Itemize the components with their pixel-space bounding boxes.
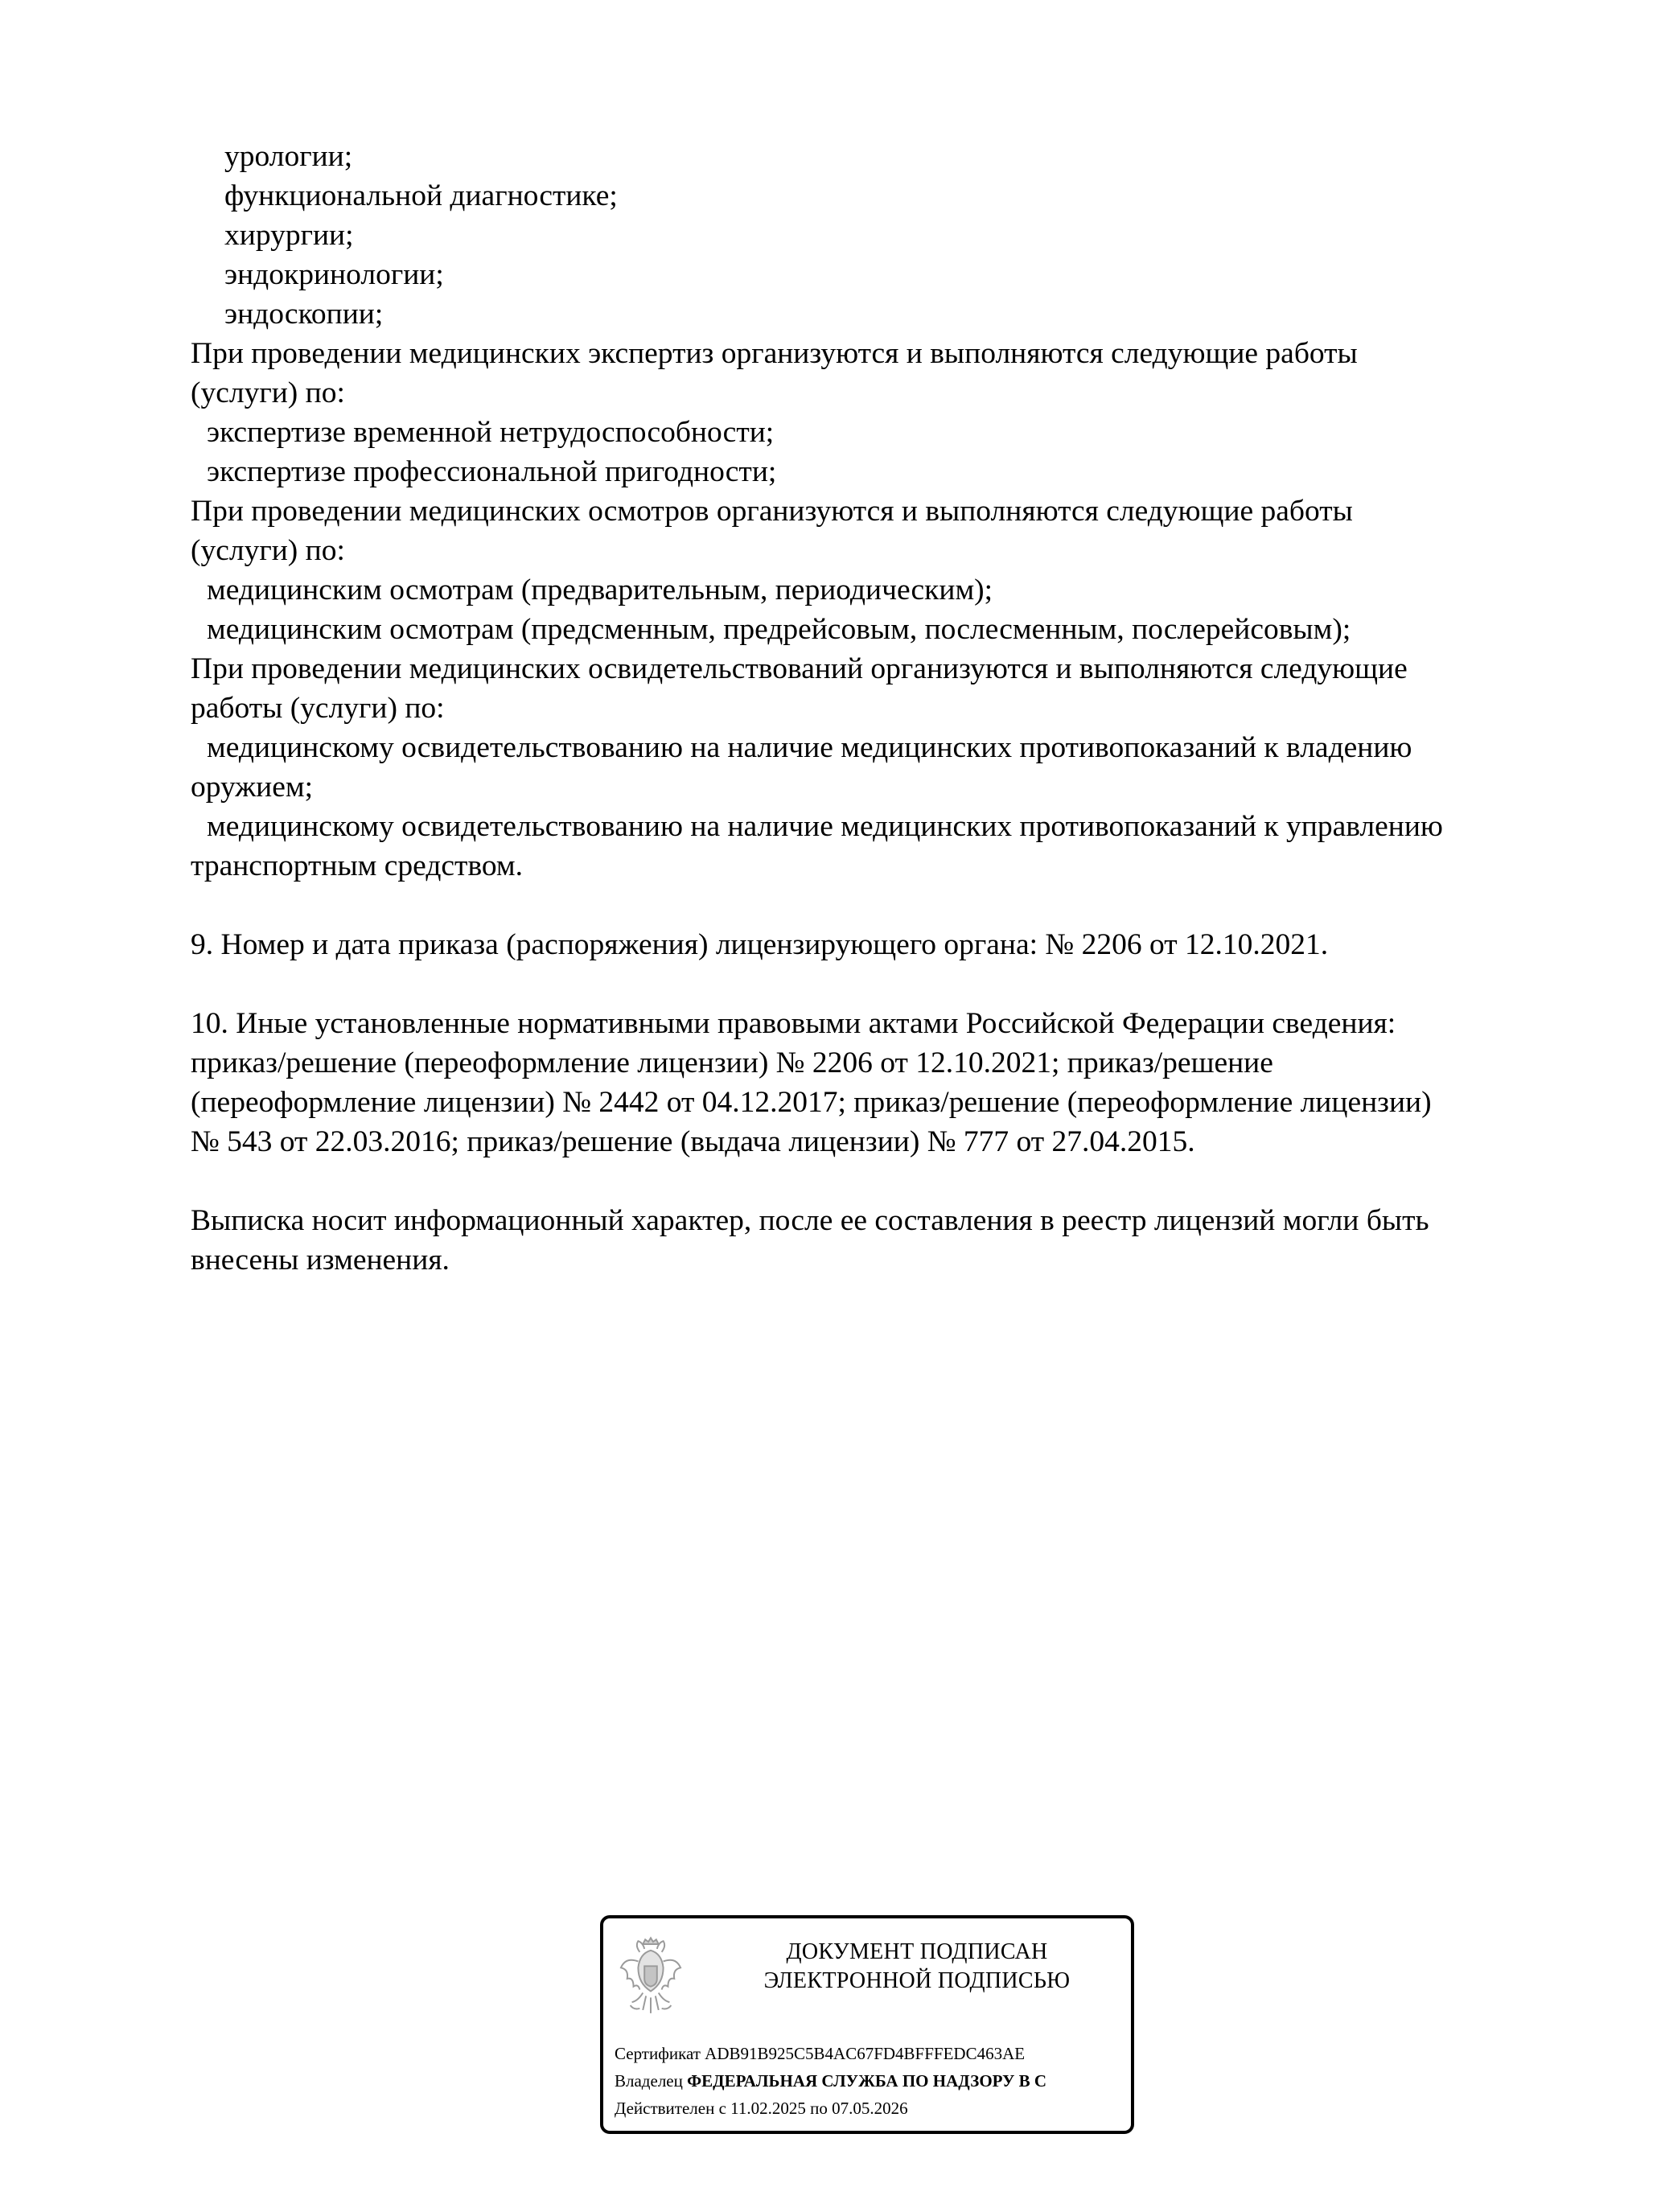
list-item: экспертизе профессиональной пригодности; (207, 455, 777, 488)
list-item-cont: оружием; (191, 771, 314, 804)
list-item: эндоскопии; (224, 298, 384, 331)
list-item: медицинским осмотрам (предсменным, предрейсовым, послесменным, послерейсовым); (207, 613, 1351, 646)
list-item: медицинскому освидетельствованию на наличие медицинских противопоказаний к владению (207, 731, 1412, 764)
electronic-signature-stamp (600, 1915, 1134, 2134)
list-item: медицинскому освидетельствованию на наличие медицинских противопоказаний к управлению (207, 810, 1443, 843)
list-item: экспертизе временной нетрудоспособности; (207, 416, 775, 449)
other-info-paragraph: № 543 от 22.03.2016; приказ/решение (выдача лицензии) № 777 от 27.04.2015. (191, 1125, 1195, 1158)
section-heading-certifications-cont: работы (услуги) по: (191, 692, 445, 725)
other-info-paragraph: 10. Иные установленные нормативными правовыми актами Российской Федерации сведения: (191, 1007, 1396, 1040)
list-item: медицинским осмотрам (предварительным, периодическим); (207, 574, 993, 606)
list-item: хирургии; (224, 219, 354, 252)
certificate-row: Сертификат ADB91B925C5B4AC67FD4BFFFEDC463AE (615, 2044, 1026, 2063)
section-heading-certifications: При проведении медицинских освидетельствований организуются и выполняются следующие (191, 652, 1408, 685)
section-heading-examinations: При проведении медицинских осмотров организуются и выполняются следующие работы (191, 495, 1353, 528)
other-info-paragraph: (переоформление лицензии) № 2442 от 04.12.2017; приказ/решение (переоформление лицензии) (191, 1086, 1432, 1119)
order-number-paragraph: 9. Номер и дата приказа (распоряжения) лицензирующего органа: № 2206 от 12.10.2021. (191, 928, 1329, 961)
list-item: эндокринологии; (224, 258, 444, 291)
owner-row: Владелец ФЕДЕРАЛЬНАЯ СЛУЖБА ПО НАДЗОРУ В С (615, 2071, 1047, 2091)
document-body (191, 137, 1542, 1280)
list-item: урологии; (224, 140, 353, 173)
section-heading-expertise: При проведении медицинских экспертиз организуются и выполняются следующие работы (191, 337, 1358, 370)
section-heading-examinations-cont: (услуги) по: (191, 534, 345, 567)
disclaimer-paragraph: внесены изменения. (191, 1244, 450, 1277)
validity-row: Действителен с 11.02.2025 по 07.05.2026 (615, 2099, 908, 2118)
russian-coat-of-arms-icon (619, 1934, 682, 2018)
list-item-cont: транспортным средством. (191, 849, 524, 882)
list-item: функциональной диагностике; (224, 179, 618, 212)
disclaimer-paragraph: Выписка носит информационный характер, после ее составления в реестр лицензий могли быть (191, 1204, 1429, 1237)
section-heading-expertise-cont: (услуги) по: (191, 376, 345, 409)
stamp-title: ДОКУМЕНТ ПОДПИСАН ЭЛЕКТРОННОЙ ПОДПИСЬЮ (763, 1939, 1071, 1993)
other-info-paragraph: приказ/решение (переоформление лицензии) № 2206 от 12.10.2021; приказ/решение (191, 1046, 1273, 1079)
